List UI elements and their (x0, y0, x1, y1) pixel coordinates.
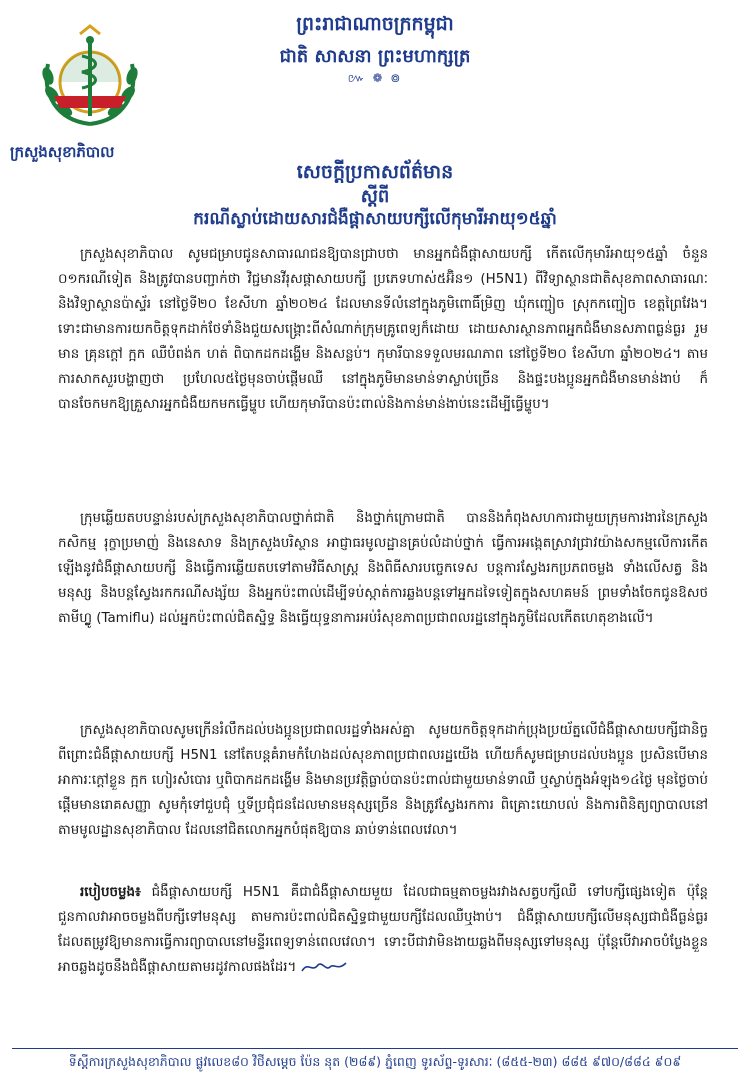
paragraph-transmission (58, 880, 708, 980)
paragraph-public-advice (58, 718, 708, 843)
document-subtitle-about: ស្តីពី (360, 186, 390, 207)
paragraph-response-team (58, 506, 708, 631)
paragraph-text: ក្រសួងសុខាភិបាល សូមជម្រាបជូនសាធារណជនឱ្យបានជ្រាបថា មានអ្នកជំងឺផ្តាសាយបក្សី កើតលើកុមារីអាយុ១៥ឆ្នាំ ចំនួន ០១ករណីទៀត និងត្រូវបានបញ្ជាក់ថា វិជ្ជមានវីរុសផ្តាសាយបក្សី ប្រភេទហាស់៥អ៊ិន១ (H5N1) ពីវិទ្យាស្ថានជាតិសុខភាពសាធារណៈ និងវិទ្យាស្ថានប៉ាស្ទ័រ នៅថ្ងៃទី២០ ខែសីហា ឆ្នាំ២០២៤ ដែលមានទីលំនៅក្នុងភូមិពោធិ៍ម្រិញ ឃុំកញ្ជៀច ស្រុកកញ្ជៀច ខេត្តព្រៃវែង។ ទោះជាមានការយកចិត្តទុកដាក់ថែទាំនិងជួយសង្គ្រោះពីសំណាក់ក្រុមគ្រូពេទ្យក៏ដោយ ដោយសារស្ថានភាពអ្នកជំងឺមានសភាពធ្ងន់ធ្ងរ រួមមាន គ្រុនក្តៅ ក្អក ឈឺបំពង់ក ហត់ ពិបាកដកដង្ហើម និងសន្លប់។ កុមារីបានទទួលមរណភាព នៅថ្ងៃទី២០ ខែសីហា ឆ្នាំ២០២៤។ តាមការសាកសួរបង្ហាញថា ប្រហែល៥ថ្ងៃមុនចាប់ផ្តើមឈឺ នៅក្នុងភូមិមានមាន់ទាស្លាប់ច្រើន និងផ្ទះបងប្អូនអ្នកជំងឺមានមាន់ងាប់ ក៏បានចែកមកឱ្យគ្រួសារអ្នកជំងឺយកមកធ្វើម្ហូប ហើយកុមារីបានប៉ះពាល់និងកាន់មាន់ងាប់នេះដើម្បីធ្វើម្ហូប។ (58, 247, 708, 412)
paragraph-text: ក្រសួងសុខាភិបាលសូមក្រើនរំលឹកដល់បងប្អូនប្រជាពលរដ្ឋទាំងអស់គ្នា សូមយកចិត្តទុកដាក់ប្រុងប្រយ័ត្នលើជំងឺផ្តាសាយបក្សីជានិច្ច ពីព្រោះជំងឺផ្តាសាយបក្សី H5N1 នៅតែបន្តគំរាមកំហែងដល់សុខភាពប្រជាពលរដ្ឋយើង ហើយក៏សូមជម្រាបដល់បងប្អូន ប្រសិនបើមានអាការៈក្តៅខ្លួន ក្អក ហៀរសំបោរ ឬពិបាកដកដង្ហើម និងមានប្រវត្តិធ្លាប់បានប៉ះពាល់ជាមួយមាន់ទាឈឺ ឬស្លាប់ក្នុងអំឡុង១៤ថ្ងៃ មុនថ្ងៃចាប់ផ្តើមមានរោគសញ្ញា សូមកុំទៅជួបជុំ ឬទីប្រជុំជនដែលមានមនុស្សច្រើន និងត្រូវស្វែងរកការ ពិគ្រោះយោបល់ និងការពិនិត្យព្យាបាលនៅតាមមូលដ្ឋានសុខាភិបាល ដែលនៅជិតលោកអ្នកបំផុតឱ្យបាន ឆាប់ទាន់ពេលវេលា។ (58, 723, 708, 838)
ministry-name: ក្រសួងសុខាភិបាល (10, 143, 115, 161)
footer-divider (12, 1048, 738, 1049)
transmission-heading: របៀបចម្លង៖ (80, 885, 141, 900)
document-title: សេចក្តីប្រកាសព័ត៌មាន (296, 161, 454, 183)
paragraph-text: ជំងឺផ្តាសាយបក្សី H5N1 គឺជាជំងឺផ្តាសាយមួយ ដែលជាធម្មតាចម្លងរវាងសត្វបក្សីឈឺ ទៅបក្សីផ្សេងទៀត ប៉ុន្តែជួនកាលវាអាចចម្លងពីបក្សីទៅមនុស្ស តាមការប៉ះពាល់ជិតស្និទ្ធជាមួយបក្សីដែលឈឺឬងាប់។ ជំងឺផ្តាសាយបក្សីលើមនុស្សជាជំងឺធ្ងន់ធ្ងរ ដែលតម្រូវឱ្យមានការធ្វើការព្យាបាលនៅមន្ទីរពេទ្យទាន់ពេលវេលា។ ទោះបីជាវាមិនងាយឆ្លងពីមនុស្សទៅមនុស្ស ប៉ុន្តែបើវាអាចបំប្លែងខ្លួនអាចឆ្លងដូចនឹងជំងឺផ្តាសាយតាមរដូវកាលផងដែរ។ (58, 885, 708, 975)
national-motto: ជាតិ សាសនា ព្រះមហាក្សត្រ (279, 46, 471, 67)
decorative-ornament: ៚ ❁ ៙ (347, 71, 403, 85)
paragraph-case-report (58, 242, 708, 417)
document-subject: ករណីស្លាប់ដោយសារជំងឺផ្តាសាយបក្សីលើកុមារីអាយុ១៥ឆ្នាំ (193, 209, 557, 229)
kingdom-heading: ព្រះរាជាណាចក្រកម្ពុជា (296, 13, 454, 35)
ministry-of-health-logo (34, 24, 146, 136)
paragraph-text: ក្រុមឆ្លើយតបបន្ទាន់របស់ក្រសួងសុខាភិបាលថ្នាក់ជាតិ និងថ្នាក់ក្រោមជាតិ បាននិងកំពុងសហការជាមួយក្រុមការងារនៃក្រសួងកសិកម្ម រុក្ខាប្រមាញ់ និងនេសាទ និងក្រសួងបរិស្ថាន អាជ្ញាធរមូលដ្ឋានគ្រប់លំដាប់ថ្នាក់ ធ្វើការអង្កេតស្រាវជ្រាវយ៉ាងសកម្មលើការកើតឡើងនូវជំងឺផ្តាសាយបក្សី និងធ្វើការឆ្លើយតបទៅតាមវិធីសាស្ត្រ និងពិធីសារបច្ចេកទេស បន្តការស្វែងរកប្រភពចម្លង ទាំងលើសត្វ និងមនុស្ស និងបន្តស្វែងរកករណីសង្ស័យ និងអ្នកប៉ះពាល់ដើម្បីទប់ស្កាត់ការឆ្លងបន្តទៅអ្នកដទៃទៀតក្នុងសហគមន៍ ព្រមទាំងចែកជូនឱសថតាមីហ្វ្លូ (Tamiflu) ដល់អ្នកប៉ះពាល់ជិតស្និទ្ធ និងធ្វើយុទ្ធនាការអប់រំសុខភាពប្រជាពលរដ្ឋនៅក្នុងភូមិដែលកើតហេតុខាងលើ។ (58, 511, 708, 626)
footer-address: ទីស្តីការក្រសួងសុខាភិបាល ផ្លូវលេខ៨០ វិថីសម្តេច ប៉ែន នុត (២៨៩) ភ្នំពេញ ទូរស័ព្ទ-ទូរសារៈ (៨៥៥-២៣) ៨៨៥ ៩៧០/៨៨៤ ៩០៩ (68, 1054, 682, 1069)
signature-icon (300, 959, 348, 975)
